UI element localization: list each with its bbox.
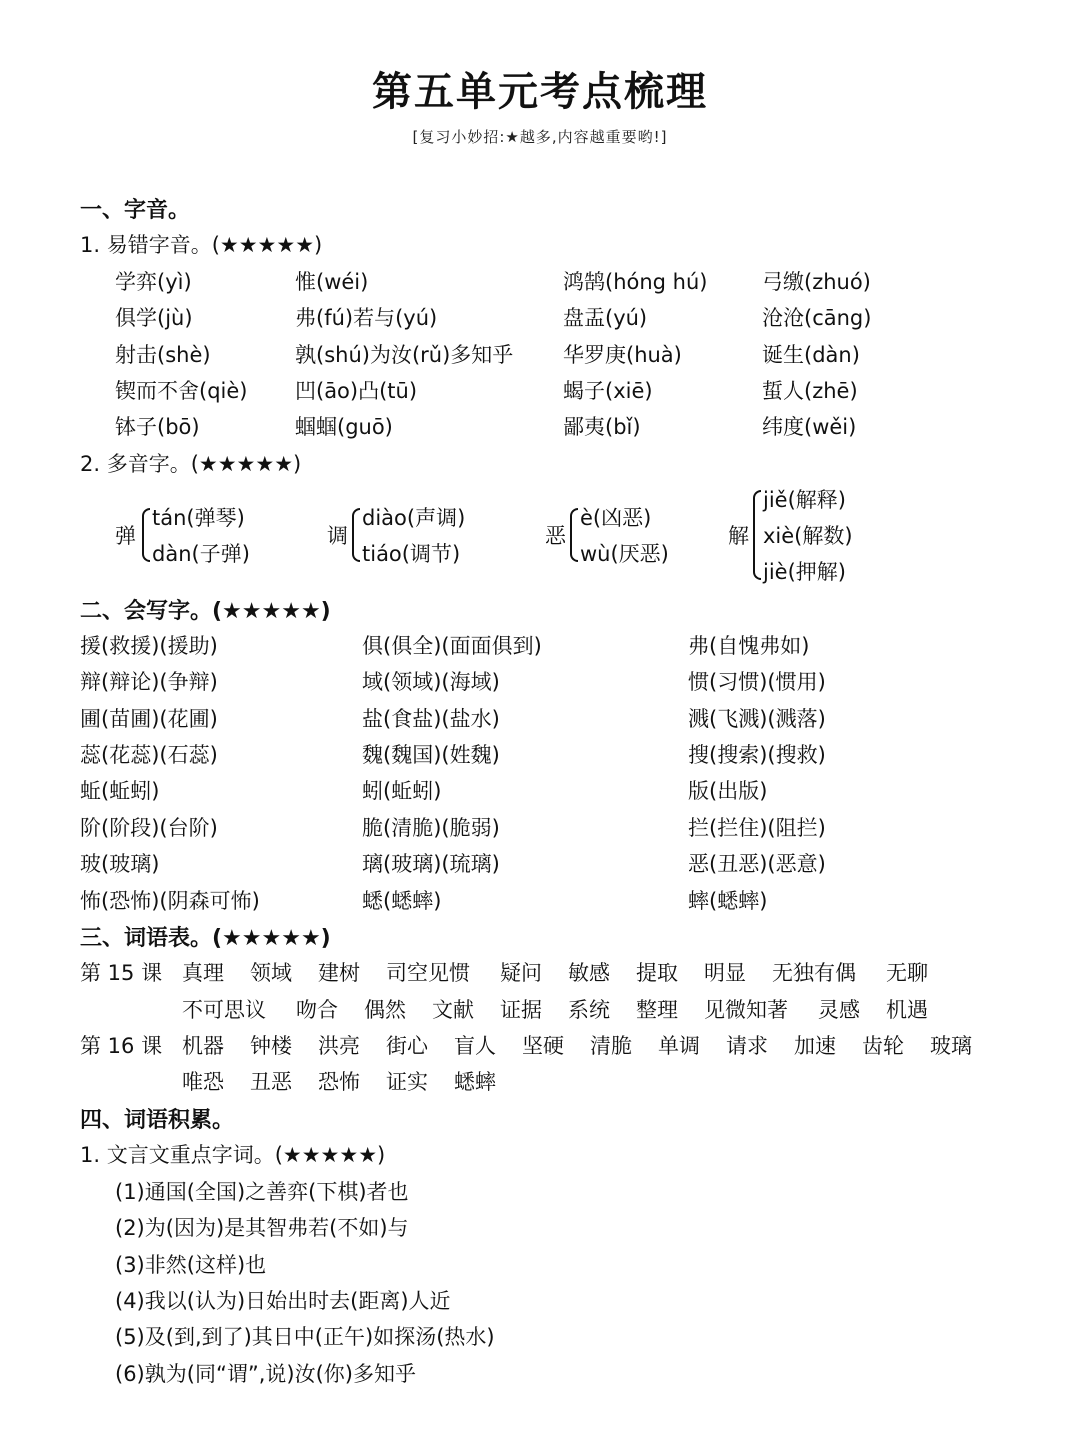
subsection-label-easy-mistake-pronunciation: 1. 易错字音。(★★★★★) <box>80 233 323 257</box>
vocab-word: 证实 <box>386 1070 428 1094</box>
vocab-word: 提取 <box>636 961 678 985</box>
writing-item: 怖(恐怖)(阴森可怖) <box>80 889 260 913</box>
pronunciation-item: 沧沧(cāng) <box>762 306 872 330</box>
page-subtitle: [复习小妙招:★越多,内容越重要哟!] <box>412 128 668 146</box>
vocab-word: 街心 <box>386 1034 428 1058</box>
polyphonic-char: 弹 <box>115 524 136 548</box>
vocab-word: 唯恐 <box>182 1070 224 1094</box>
vocab-word: 蟋蟀 <box>454 1070 496 1094</box>
writing-item: 脆(清脆)(脆弱) <box>362 816 500 840</box>
section-heading-writing: 二、会写字。(★★★★★) <box>80 599 331 624</box>
brace-icon <box>142 508 150 562</box>
vocab-word: 灵感 <box>818 998 860 1022</box>
writing-item: 蕊(花蕊)(石蕊) <box>80 743 218 767</box>
lesson-label: 第 16 课 <box>80 1034 163 1058</box>
subsection-label-classical-chinese: 1. 文言文重点字词。(★★★★★) <box>80 1143 386 1167</box>
vocab-word: 建树 <box>318 961 360 985</box>
pronunciation-item: 纬度(wěi) <box>762 415 857 439</box>
vocab-word: 文献 <box>432 998 474 1022</box>
brace-icon <box>570 508 578 562</box>
pronunciation-item: 弗(fú)若与(yú) <box>295 306 438 330</box>
writing-item: 域(领域)(海域) <box>362 670 500 694</box>
section-heading-pronunciation: 一、字音。 <box>80 198 191 223</box>
writing-item: 弗(自愧弗如) <box>688 634 810 658</box>
classical-item: (3)非然(这样)也 <box>115 1253 267 1277</box>
vocab-word: 敏感 <box>568 961 610 985</box>
section-heading-accumulation: 四、词语积累。 <box>80 1108 235 1133</box>
classical-item: (1)通国(全国)之善弈(下棋)者也 <box>115 1180 409 1204</box>
vocab-word: 盲人 <box>454 1034 496 1058</box>
pronunciation-item: 盘盂(yú) <box>563 306 648 330</box>
writing-item: 璃(玻璃)(琉璃) <box>362 852 500 876</box>
pronunciation-item: 孰(shú)为汝(rǔ)多知乎 <box>295 343 514 367</box>
writing-item: 惯(习惯)(惯用) <box>688 670 826 694</box>
polyphonic-char: 恶 <box>545 524 566 548</box>
vocab-word: 洪亮 <box>318 1034 360 1058</box>
writing-item: 俱(俱全)(面面俱到) <box>362 634 542 658</box>
vocab-word: 加速 <box>794 1034 836 1058</box>
writing-item: 援(救援)(援助) <box>80 634 218 658</box>
vocab-word: 真理 <box>182 961 224 985</box>
classical-item: (6)孰为(同“谓”,说)汝(你)多知乎 <box>115 1362 416 1386</box>
polyphonic-reading: tán(弹琴) <box>152 506 245 530</box>
writing-item: 拦(拦住)(阻拦) <box>688 816 826 840</box>
pronunciation-item: 射击(shè) <box>115 343 211 367</box>
vocab-word: 恐怖 <box>318 1070 360 1094</box>
section-heading-vocabulary: 三、词语表。(★★★★★) <box>80 926 331 951</box>
vocab-word: 无独有偶 <box>772 961 856 985</box>
vocab-word: 机遇 <box>886 998 928 1022</box>
polyphonic-reading: jiè(押解) <box>763 560 846 584</box>
vocab-word: 司空见惯 <box>386 961 470 985</box>
vocab-word: 偶然 <box>364 998 406 1022</box>
vocab-word: 请求 <box>726 1034 768 1058</box>
vocab-word: 领域 <box>250 961 292 985</box>
writing-item: 蚓(蚯蚓) <box>362 779 442 803</box>
vocab-word: 明显 <box>704 961 746 985</box>
writing-item: 搜(搜索)(搜救) <box>688 743 826 767</box>
pronunciation-item: 诞生(dàn) <box>762 343 860 367</box>
polyphonic-reading: xiè(解数) <box>763 524 853 548</box>
pronunciation-item: 凹(āo)凸(tū) <box>295 379 418 403</box>
pronunciation-item: 惟(wéi) <box>295 270 369 294</box>
lesson-label: 第 15 课 <box>80 961 163 985</box>
writing-item: 溅(飞溅)(溅落) <box>688 707 826 731</box>
pronunciation-item: 华罗庚(huà) <box>563 343 682 367</box>
writing-item: 阶(阶段)(台阶) <box>80 816 218 840</box>
subsection-label-polyphonic: 2. 多音字。(★★★★★) <box>80 452 302 476</box>
vocab-word: 整理 <box>636 998 678 1022</box>
pronunciation-item: 弓缴(zhuó) <box>762 270 871 294</box>
writing-item: 蟋(蟋蟀) <box>362 889 442 913</box>
writing-item: 蟀(蟋蟀) <box>688 889 768 913</box>
pronunciation-item: 蝎子(xiē) <box>563 379 653 403</box>
classical-item: (2)为(因为)是其智弗若(不如)与 <box>115 1216 409 1240</box>
pronunciation-item: 锲而不舍(qiè) <box>115 379 248 403</box>
pronunciation-item: 鄙夷(bǐ) <box>563 415 641 439</box>
polyphonic-reading: tiáo(调节) <box>362 542 461 566</box>
vocab-word: 无聊 <box>886 961 928 985</box>
vocab-word: 证据 <box>500 998 542 1022</box>
polyphonic-char: 解 <box>728 524 749 548</box>
brace-icon <box>352 508 360 562</box>
pronunciation-item: 俱学(jù) <box>115 306 193 330</box>
polyphonic-char: 调 <box>327 524 348 548</box>
vocab-word: 坚硬 <box>522 1034 564 1058</box>
polyphonic-reading: diào(声调) <box>362 506 466 530</box>
vocab-word: 吻合 <box>296 998 338 1022</box>
classical-item: (5)及(到,到了)其日中(正午)如探汤(热水) <box>115 1325 495 1349</box>
pronunciation-item: 学弈(yì) <box>115 270 192 294</box>
vocab-word: 单调 <box>658 1034 700 1058</box>
polyphonic-reading: dàn(子弹) <box>152 542 250 566</box>
writing-item: 蚯(蚯蚓) <box>80 779 160 803</box>
vocab-word: 丑恶 <box>250 1070 292 1094</box>
brace-icon <box>753 490 761 580</box>
classical-item: (4)我以(认为)日始出时去(距离)人近 <box>115 1289 451 1313</box>
pronunciation-item: 蜇人(zhē) <box>762 379 858 403</box>
vocab-word: 不可思议 <box>182 998 266 1022</box>
writing-item: 恶(丑恶)(恶意) <box>688 852 826 876</box>
vocab-word: 疑问 <box>500 961 542 985</box>
polyphonic-reading: è(凶恶) <box>580 506 652 530</box>
writing-item: 版(出版) <box>688 779 768 803</box>
polyphonic-reading: jiě(解释) <box>763 488 846 512</box>
polyphonic-reading: wù(厌恶) <box>580 542 669 566</box>
writing-item: 圃(苗圃)(花圃) <box>80 707 218 731</box>
writing-item: 魏(魏国)(姓魏) <box>362 743 500 767</box>
vocab-word: 清脆 <box>590 1034 632 1058</box>
pronunciation-item: 蝈蝈(guō) <box>295 415 393 439</box>
writing-item: 玻(玻璃) <box>80 852 160 876</box>
vocab-word: 机器 <box>182 1034 224 1058</box>
pronunciation-item: 钵子(bō) <box>115 415 200 439</box>
vocab-word: 见微知著 <box>704 998 788 1022</box>
pronunciation-item: 鸿鹄(hóng hú) <box>563 270 708 294</box>
writing-item: 辩(辩论)(争辩) <box>80 670 218 694</box>
vocab-word: 系统 <box>568 998 610 1022</box>
vocab-word: 齿轮 <box>862 1034 904 1058</box>
page-title: 第五单元考点梳理 <box>372 68 708 115</box>
writing-item: 盐(食盐)(盐水) <box>362 707 500 731</box>
vocab-word: 玻璃 <box>930 1034 972 1058</box>
vocab-word: 钟楼 <box>250 1034 292 1058</box>
